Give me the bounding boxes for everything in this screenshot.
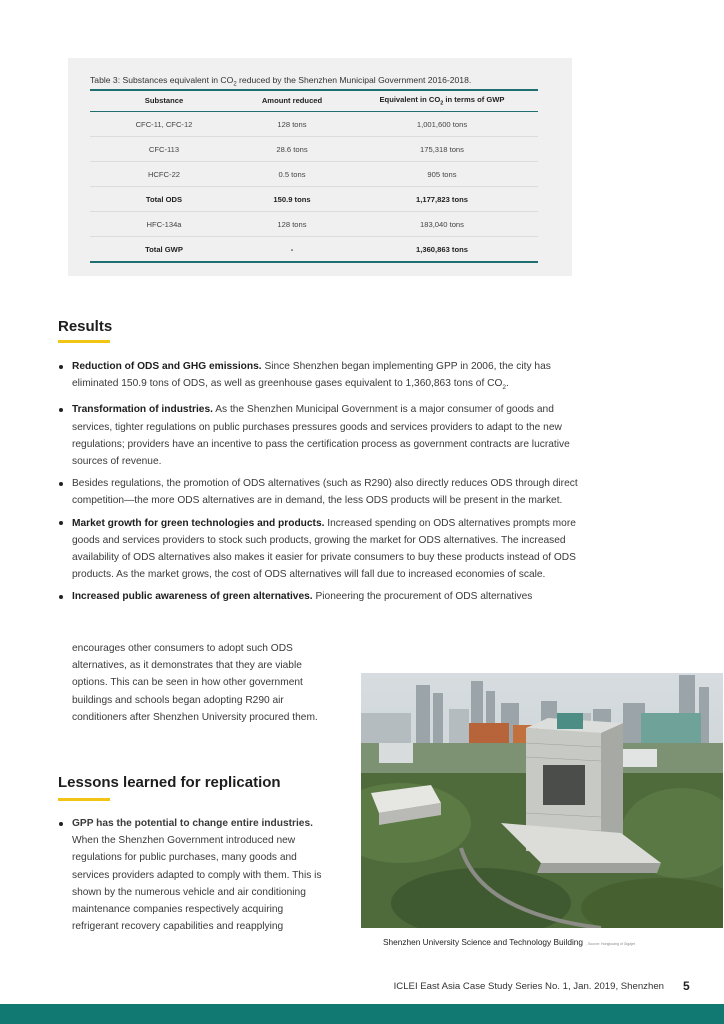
table-header-row [90, 91, 538, 111]
results-accent-bar [58, 340, 110, 343]
footer-band [0, 1004, 724, 1024]
footer-series: ICLEI East Asia Case Study Series No. 1, Jan. 2019, Shenzhen [393, 981, 664, 992]
lessons-accent-bar [58, 798, 110, 801]
table-row-total-ods: Total ODS 150.9 tons 1,177,823 tons [145, 194, 468, 204]
list-item: Increased public awareness of green alternatives. Pioneering the procurement of ODS alternatives [58, 588, 594, 605]
list-item: Besides regulations, the promotion of ODS alternatives (such as R290) also directly reduces ODS through direct competition—the more ODS alternatives are in demand, the less ODS products will be present in the market. [58, 475, 594, 509]
table-row: CFC-113 28.6 tons 175,318 tons [148, 144, 464, 154]
photo-caption: Shenzhen University Science and Technology Building , Source: Hongkuang of Gigajet [383, 937, 635, 947]
list-item: Transformation of industries. As the Shenzhen Municipal Government is a major consumer of goods and services, tighter regulations on public purchases pressures goods and services providers to adapt to the new regulations; providers have an incentive to pass the certification process as government contracts are lucrative sources of revenue. [58, 401, 594, 470]
table-row: CFC-11, CFC-12 128 tons 1,001,600 tons [135, 119, 468, 129]
table-row: HCFC-22 0.5 tons 905 tons [147, 169, 457, 179]
lessons-heading: Lessons learned for replication [58, 774, 281, 791]
photo-credit: , Source: Hongkuang of Gigajet [586, 942, 635, 946]
table-row-total-gwp: Total GWP - 1,360,863 tons [145, 244, 468, 254]
results-heading: Results [58, 318, 113, 335]
table-row: HFC-134a 128 tons 183,040 tons [146, 219, 464, 229]
substances-table [90, 89, 538, 263]
table-caption: Table 3: Substances equivalent in $CO_2$ reduced by the Shenzhen Municipal Government 2016-2018. [90, 75, 472, 88]
results-list [58, 358, 594, 611]
header-substance: Substance [144, 96, 184, 105]
lessons-item: GPP has the potential to change entire industries. When the Shenzhen Government introduced new regulations for public purchases, many goods and services providers adapted to comply with them. This is shown by the numerous vehicle and air conditioning maintenance companies respectively acquiring refrigerant recovery capabilities and reapplying [58, 815, 322, 935]
list-item: Market growth for green technologies and products. Increased spending on ODS alternatives prompts more goods and services providers to stock such products, growing the market for ODS alternatives. The increased availability of ODS alternatives also makes it easier for private consumers to buy these products instead of ODS products. As the market grows, the cost of ODS alternatives will fall due to increased economies of scale. [58, 515, 594, 584]
header-amount: Amount reduced [261, 96, 323, 105]
results-continuation: encourages other consumers to adopt such ODS alternatives, as it demonstrates that they are viable options. This can be seen in how other government buildings and schools began adopting R290 air conditioners after Shenzhen University procured them. [72, 643, 318, 723]
campus-photo [361, 673, 723, 928]
table-panel [68, 58, 572, 276]
header-equivalent: Equivalent in $CO_2$ in terms of GWP [379, 94, 505, 107]
page-number: 5 [683, 979, 690, 993]
list-item: Reduction of ODS and GHG emissions. Since Shenzhen began implementing GPP in 2006, the city has eliminated 150.9 tons of ODS, as well as greenhouse gases equivalent to 1,360,863 tons of $CO_2$. [58, 358, 594, 396]
bullet-dot-icon [59, 822, 63, 826]
